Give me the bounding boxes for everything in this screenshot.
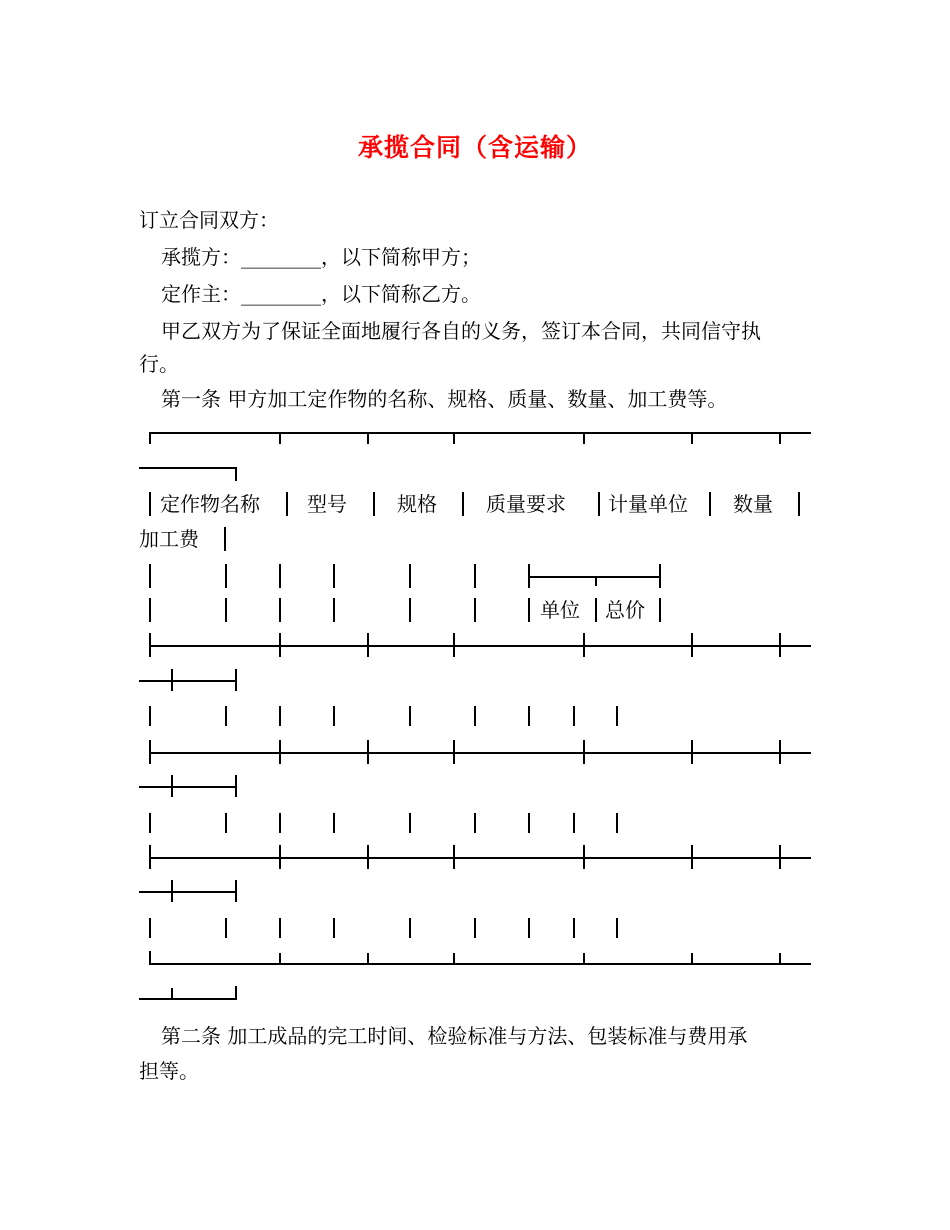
article-2-heading: 第二条 加工成品的完工时间、检验标准与方法、包装标准与费用承: [161, 1024, 748, 1048]
article-2-continuation: 担等。: [139, 1059, 199, 1083]
intro-text: 订立合同双方：: [139, 208, 279, 232]
header-unit: 计量单位: [608, 492, 688, 516]
subheader-unit-price: 单位: [540, 598, 580, 622]
party-a-text: 承揽方：________，以下简称甲方；: [161, 245, 481, 269]
header-name: 定作物名称: [160, 492, 260, 516]
header-quantity: 数量: [733, 492, 773, 516]
header-model: 型号: [307, 492, 347, 516]
header-fee: 加工费: [139, 527, 199, 551]
subheader-total-price: 总价: [605, 598, 645, 622]
purpose-line-1: 甲乙双方为了保证全面地履行各自的义务，签订本合同，共同信守执: [161, 319, 761, 343]
article-1-heading: 第一条 甲方加工定作物的名称、规格、质量、数量、加工费等。: [161, 387, 728, 411]
party-b-text: 定作主：________，以下简称乙方。: [161, 282, 481, 306]
page-title: 承揽合同（含运输）: [357, 133, 592, 162]
purpose-line-2: 行。: [139, 352, 179, 376]
header-quality: 质量要求: [486, 492, 566, 516]
header-spec: 规格: [397, 492, 437, 516]
